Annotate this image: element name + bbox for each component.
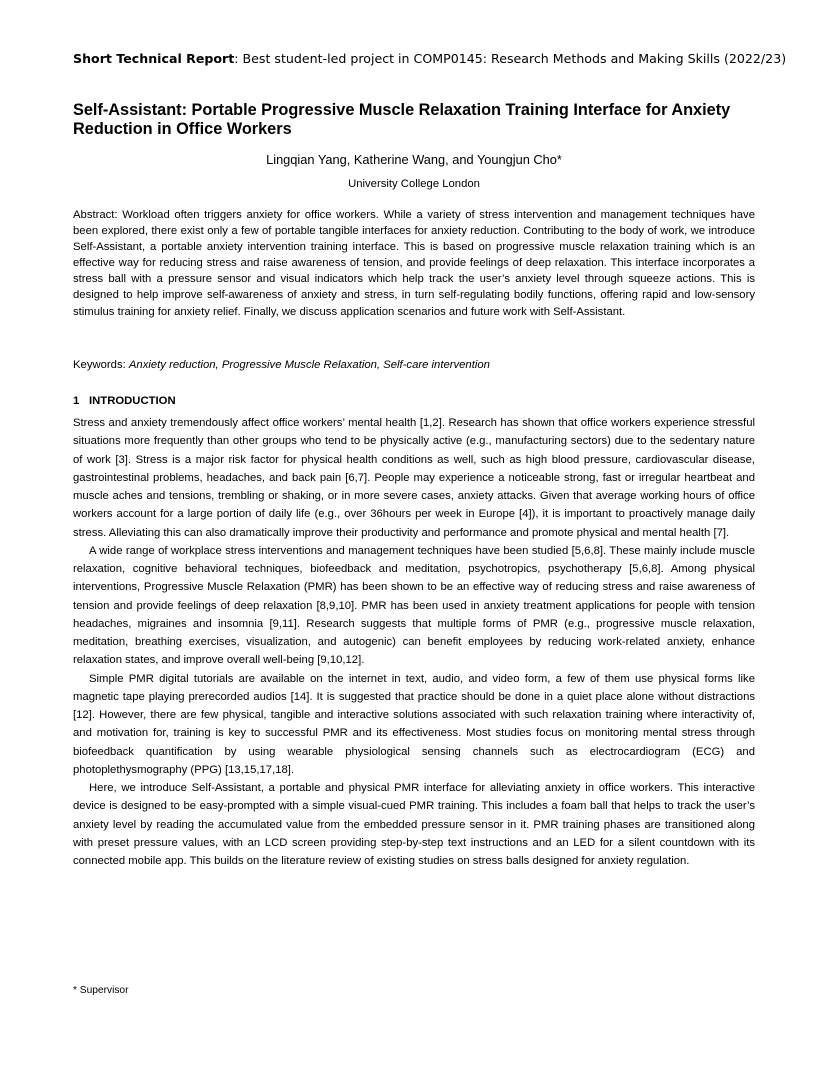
paragraph: Here, we introduce Self-Assistant, a portable and physical PMR interface for alleviating anxiety in office workers. This interactive device is designed to be easy-prompted with a simple visual-cued PMR training. This includes a foam ball that helps to track the user’s anxiety level by reading the accumulated value from the embedded pressure sensor in it. PMR training phases are transitioned along with preset pressure values, with an LCD screen providing step-by-step text instructions and an LED for a silent countdown with its connected mobile app. This builds on the literature review of existing studies on stress balls designed for anxiety regulation. bbox=[73, 782, 755, 867]
footnote: * Supervisor bbox=[73, 985, 129, 996]
keywords-label: Keywords: bbox=[73, 359, 129, 371]
section-heading bbox=[73, 394, 763, 408]
paper-title: Self-Assistant: Portable Progressive Muscle Relaxation Training Interface for Anxiety Reduction in Office Workers bbox=[73, 101, 731, 138]
report-header-text: : Best student-led project in COMP0145: Research Methods and Making Skills (2022/23) bbox=[234, 51, 787, 66]
keywords bbox=[73, 357, 763, 373]
paragraph: A wide range of workplace stress interventions and management techniques have been studied [5,6,8]. These mainly include muscle relaxation, cognitive behavioral techniques, biofeedback and meditation, psychotropics, psychotherapy [5,6,8]. Among physical interventions, Progressive Muscle Relaxation (PMR) has been shown to be an effective way of reducing stress and raise awareness of tension and provide feelings of deep relaxation [8,9,10]. PMR has been used in anxiety treatment applications for people with tension headaches, migraines and insomnia [9,11]. Research suggests that multiple forms of PMR (e.g., progressive muscle relaxation, meditation, breathing exercises, visualization, and autogenic) can benefit employees by reducing work-related anxiety, enhance relaxation states, and improve overall well-being [9,10,12]. bbox=[73, 544, 755, 667]
paragraph: Simple PMR digital tutorials are available on the internet in text, audio, and video form, a few of them use physical forms like magnetic tape playing prerecorded audios [14]. It is suggested that practice should be done in a quiet place alone without distractions [12]. However, there are few physical, tangible and interactive solutions associated with such relaxation training where interactivity of, and motivation for, training is key to successful PMR and its effectiveness. Most studies focus on monitoring mental stress through biofeedback quantification by using wearable physiological sensing channels such as electrocardiogram (ECG) and photoplethysmography (PPG) [13,15,17,18]. bbox=[73, 672, 755, 776]
author-list: Lingqian Yang, Katherine Wang, and Youngjun Cho* bbox=[266, 152, 562, 167]
affiliation: University College London bbox=[348, 178, 480, 190]
keywords-value: Anxiety reduction, Progressive Muscle Relaxation, Self-care intervention bbox=[128, 359, 490, 371]
section-title: INTRODUCTION bbox=[89, 395, 176, 407]
report-header bbox=[73, 51, 787, 67]
section-number: 1 bbox=[73, 395, 80, 407]
section-body bbox=[73, 414, 755, 870]
report-header-label: Short Technical Report bbox=[73, 51, 235, 66]
paragraph: Stress and anxiety tremendously affect office workers’ mental health [1,2]. Research has shown that office workers experience stressful situations more frequently than other groups who tend to be physically active (e.g., manufacturing sectors) due to the sedentary nature of work [3]. Stress is a major risk factor for physical health conditions as well, such as high blood pressure, cardiovascular disease, gastrointestinal problems, headaches, and back pain [6,7]. People may experience a noticeable strong, fast or irregular heartbeat and muscle aches and tensions, trembling or shaking, or in more severe cases, anxiety attacks. Given that average working hours of office workers account for a large portion of daily life (e.g., over 36hours per week in Europe [4]), it is important to proactively manage daily stress. Alleviating this can also dramatically improve their productivity and performance and promote physical and mental health [7]. bbox=[73, 417, 755, 539]
abstract: Abstract: Workload often triggers anxiety for office workers. While a variety of stress intervention and management techniques have been explored, there exist only a few of portable tangible interfaces for anxiety reduction. Contributing to the body of work, we introduce Self-Assistant, a portable anxiety intervention training interface. This is based on progressive muscle relaxation training which is an effective way for reducing stress and raise awareness of tension, and provide feelings of deep relaxation. This interface incorporates a stress ball with a pressure sensor and visual indicators which help track the user’s anxiety level through squeeze actions. This is designed to help improve self-awareness of anxiety and stress, in turn self-regulating bodily functions, offering rapid and low-sensory stimulus training for anxiety relief. Finally, we discuss application scenarios and future work with Self-Assistant. bbox=[73, 209, 755, 318]
